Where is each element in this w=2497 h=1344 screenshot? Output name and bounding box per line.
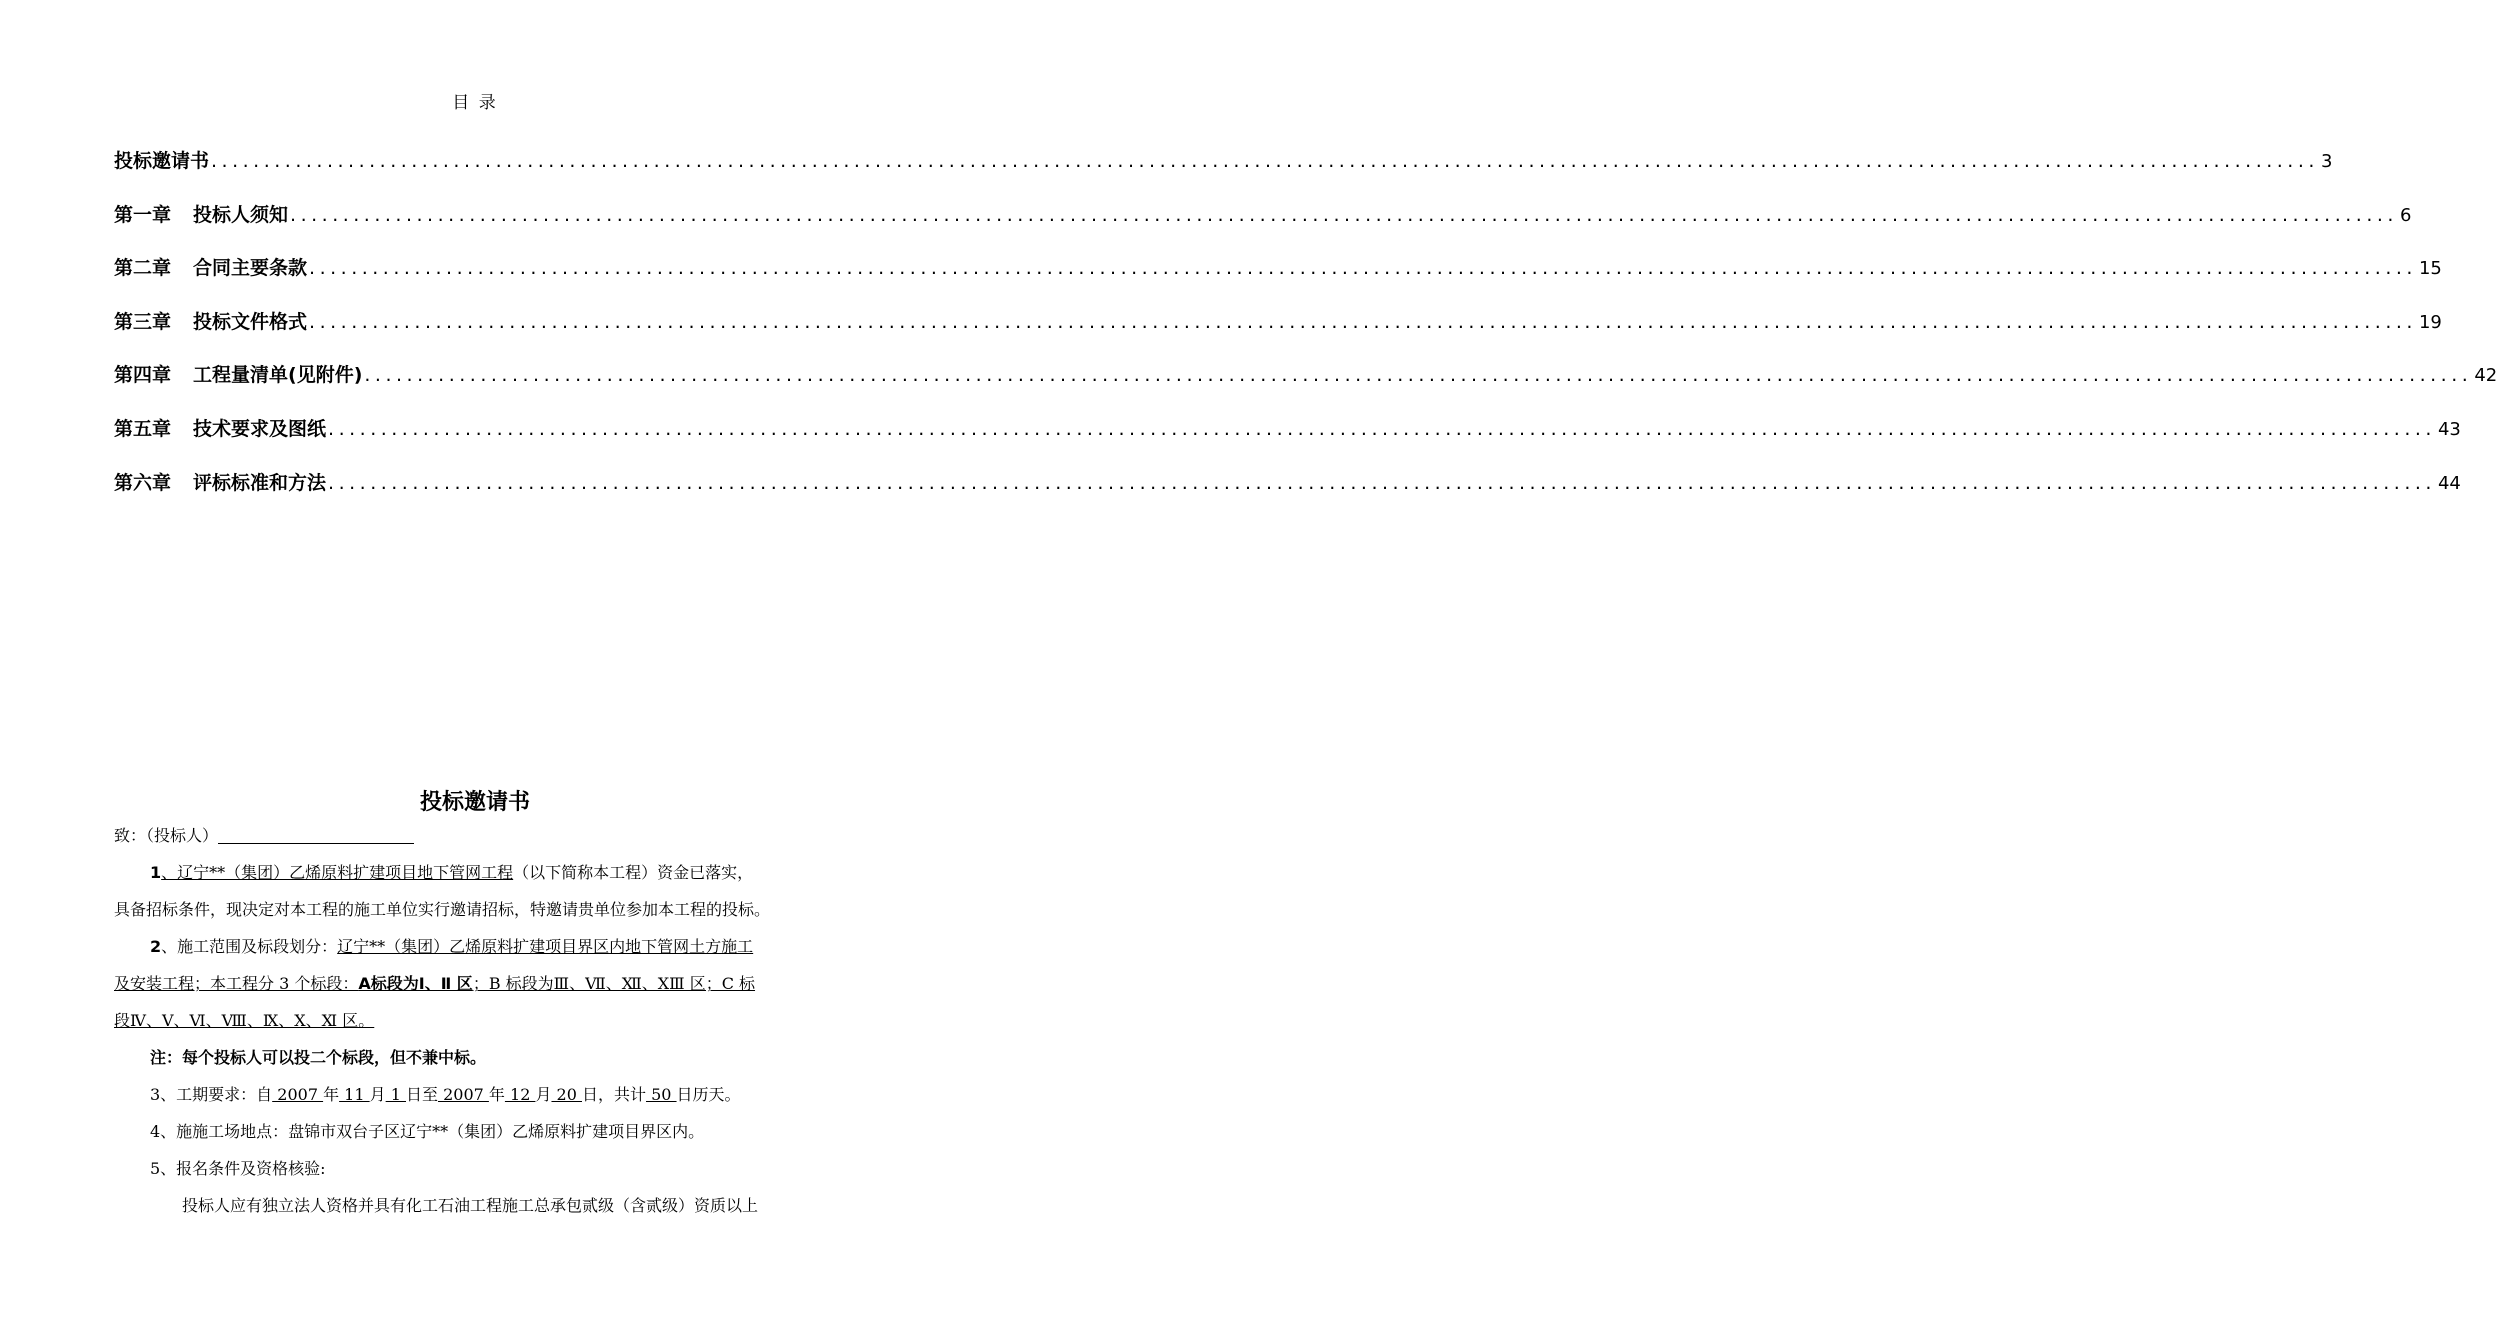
toc-page-number: 15 <box>2418 258 2442 280</box>
paragraph-1-line-2: 具备招标条件，现决定对本工程的施工单位实行邀请招标，特邀请贵单位参加本工程的投标。 <box>114 900 771 919</box>
toc-entry-title: 技术要求及图纸 <box>193 417 327 440</box>
toc-entry-title: 合同主要条款 <box>193 257 308 280</box>
toc-leader-dots: ........................................................................................................................................................................................................ <box>309 310 2417 333</box>
toc-page-number: 19 <box>2418 311 2442 333</box>
paragraph-4: 4、施施工场地点：盘锦市双台子区辽宁**（集团）乙烯原料扩建项目界区内。 <box>150 1122 705 1141</box>
paragraph-5: 5、报名条件及资格核验: <box>150 1159 326 1178</box>
toc-page-number: 44 <box>2437 472 2461 494</box>
paragraph-1: 1、辽宁**（集团）乙烯原料扩建项目地下管网工程（以下简称本工程）资金已落实， <box>150 863 754 882</box>
note-line: 注：每个投标人可以投二个标段，但不兼中标。 <box>150 1048 487 1067</box>
toc-title: 目 录 <box>452 93 498 113</box>
toc-page-number: 3 <box>2320 151 2333 172</box>
toc-chapter-label: 第五章 <box>114 417 172 440</box>
toc-entry-title: 评标标准和方法 <box>193 471 327 494</box>
toc-entry-title: 投标邀请书 <box>114 150 210 172</box>
toc-entry-title: 工程量清单(见附件) <box>193 364 363 387</box>
toc-page-number: 43 <box>2437 418 2461 440</box>
toc-entry[interactable] <box>114 146 2333 200</box>
toc-leader-dots: ........................................................................................................................................................................................................ <box>328 417 2436 440</box>
toc-chapter-label: 第六章 <box>114 471 172 494</box>
toc-chapter-label: 第四章 <box>114 364 172 387</box>
toc-leader-dots: ........................................................................................................................................................................................................ <box>364 364 2473 387</box>
toc-leader-dots: ........................................................................................................................................................................................................ <box>290 203 2398 226</box>
bidder-name-blank <box>218 825 414 844</box>
toc-entry[interactable] <box>114 307 2442 361</box>
toc-page-number: 42 <box>2474 365 2497 387</box>
toc-entry-title: 投标人须知 <box>193 203 289 226</box>
toc-entry[interactable] <box>114 200 2412 254</box>
toc-page-number: 6 <box>2399 204 2412 226</box>
addressee-line: 致：（投标人） <box>114 817 890 854</box>
paragraph-6: 投标人应有独立法人资格并具有化工石油工程施工总承包贰级（含贰级）资质以上 <box>182 1196 759 1215</box>
invitation-title: 投标邀请书 <box>419 790 530 815</box>
toc-leader-dots: ........................................................................................................................................................................................................ <box>328 471 2436 494</box>
toc-chapter-label: 第三章 <box>114 310 172 333</box>
paragraph-3: 3、工期要求：自 2007 年 11 月 1 日至 2007 年 12 月 20 日，共计 50 日历天。 <box>150 1085 741 1104</box>
toc-chapter-label: 第一章 <box>114 203 172 226</box>
toc-leader-dots: ........................................................................................................................................................................................................ <box>211 150 2319 172</box>
toc-entry[interactable] <box>114 253 2442 307</box>
toc-entry[interactable] <box>114 468 2461 522</box>
invitation-body <box>114 817 890 1224</box>
paragraph-2-line-2: 及安装工程；本工程分 3 个标段：A标段为Ⅰ、Ⅱ 区；B 标段为Ⅲ、Ⅶ、Ⅻ、ⅩⅢ 区；C 标 <box>114 974 756 993</box>
toc-chapter-label: 第二章 <box>114 257 172 280</box>
toc-entry-title: 投标文件格式 <box>193 310 308 333</box>
toc-entry[interactable] <box>114 414 2461 468</box>
paragraph-2: 2、施工范围及标段划分：辽宁**（集团）乙烯原料扩建项目界区内地下管网土方施工 <box>150 937 754 956</box>
toc-entry[interactable] <box>114 360 2497 414</box>
paragraph-2-line-3: 段Ⅳ、Ⅴ、Ⅵ、Ⅷ、Ⅸ、Ⅹ、Ⅺ 区。 <box>114 1011 375 1030</box>
toc-leader-dots: ........................................................................................................................................................................................................ <box>309 257 2417 280</box>
table-of-contents <box>114 146 2497 521</box>
